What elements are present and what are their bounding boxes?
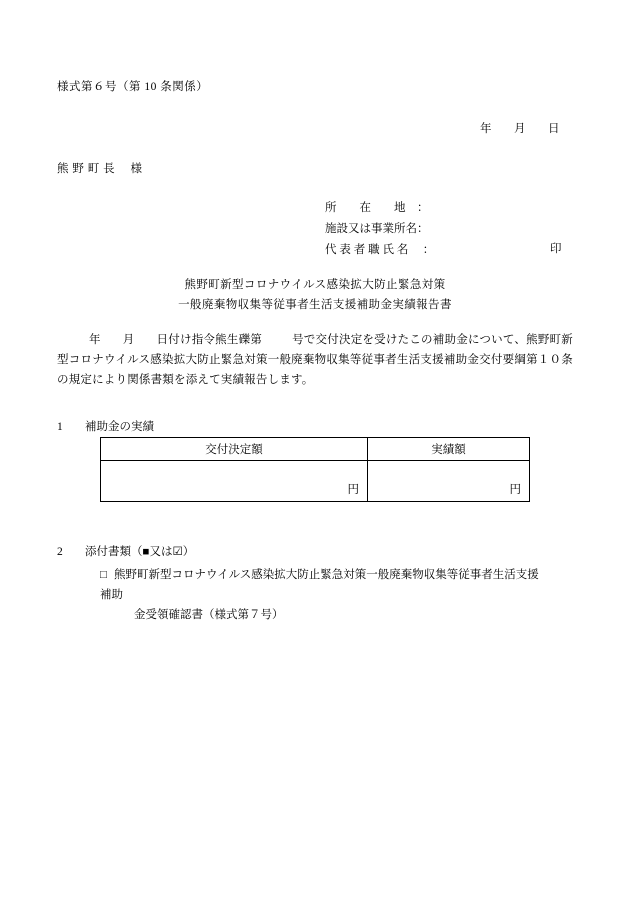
seal-mark: 印 xyxy=(550,243,562,255)
applicant-info-block xyxy=(325,198,434,261)
date-day: 日 xyxy=(548,123,560,135)
checkbox-icon[interactable]: □ xyxy=(100,569,107,581)
section-2-label: 添付書類（■又は☑） xyxy=(85,546,195,558)
date-month: 月 xyxy=(514,123,526,135)
section-1-number: 1 xyxy=(57,421,63,433)
list-item xyxy=(100,565,540,625)
section-1-label: 補助金の実績 xyxy=(85,421,154,433)
section-1-heading xyxy=(57,418,154,434)
subsidy-result-table xyxy=(100,437,530,502)
section-2-number: 2 xyxy=(57,546,63,558)
date-line xyxy=(480,120,560,136)
addressee: 熊 野 町 長 様 xyxy=(57,163,143,175)
applicant-representative-label: 代 表 者 職 氏 名 ： xyxy=(325,244,435,256)
document-title-line2: 一般廃棄物収集等従事者生活支援補助金実績報告書 xyxy=(178,299,452,311)
body-paragraph xyxy=(57,330,573,390)
table-header-decided-amount: 交付決定額 xyxy=(101,438,368,461)
table-header-actual-amount: 実績額 xyxy=(367,438,529,461)
applicant-address-label: 所 在 地 ： xyxy=(325,202,429,214)
body-year: 年 xyxy=(89,334,101,346)
applicant-facility-label: 施設又は事業所名： xyxy=(325,223,429,235)
body-main-text: 号で交付決定を受けたこの補助金について、熊野町新型コロナウイルス感染拡大防止緊急対策一般廃棄物収集等従事者生活支援補助金交付要綱第１０条の規定により関係書類を添えて実績報告します。 xyxy=(57,334,573,386)
document-title xyxy=(0,275,630,315)
date-year: 年 xyxy=(480,123,492,135)
attachment-label-line2: 金受領確認書（様式第７号） xyxy=(134,609,284,621)
table-cell-actual-amount[interactable]: 円 xyxy=(367,461,529,502)
body-month: 月 xyxy=(122,334,135,346)
table-row xyxy=(101,461,530,502)
table-cell-decided-amount[interactable]: 円 xyxy=(101,461,368,502)
form-number: 様式第６号（第 10 条関係） xyxy=(57,81,209,93)
body-order-prefix: 日付け指令熊生礫第 xyxy=(156,334,263,346)
section-2-heading xyxy=(57,543,194,559)
attachment-label-line1: 熊野町新型コロナウイルス感染拡大防止緊急対策一般廃棄物収集等従事者生活支援補助 xyxy=(100,569,539,601)
document-title-line1: 熊野町新型コロナウイルス感染拡大防止緊急対策 xyxy=(184,279,446,291)
table-header-row xyxy=(101,438,530,461)
